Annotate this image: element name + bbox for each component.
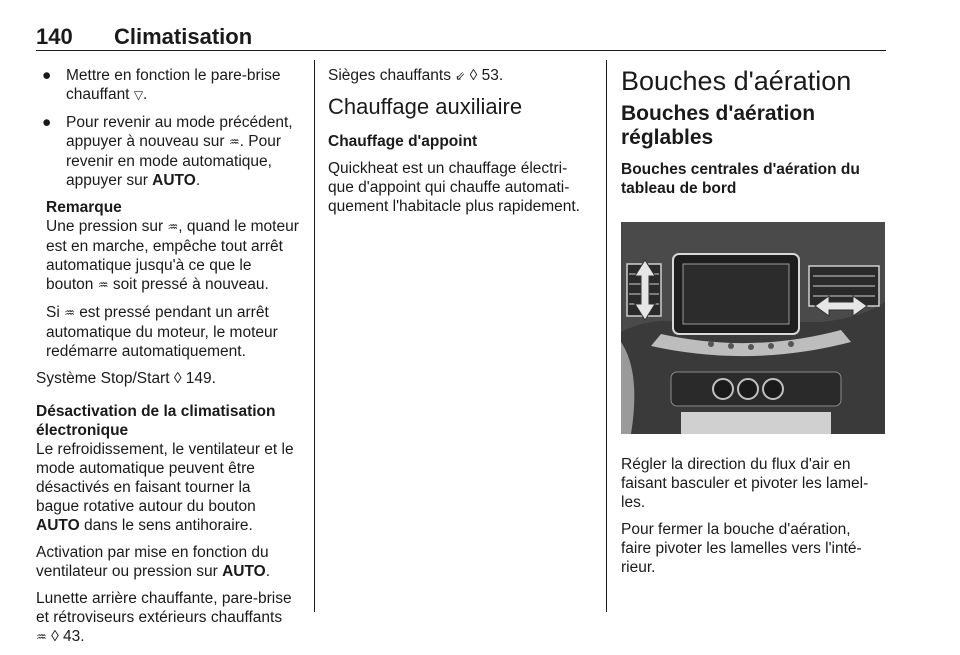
text-line: Mettre en fonction le pare-brise [66, 67, 281, 84]
bullet-item [36, 66, 304, 105]
rear-defrost-icon: ♒ [36, 630, 47, 644]
paragraph: Le refroidissement, le ventilateur et le mode automatique peuvent être désactivés en faisant tourner la bague rotative autour du bouton AUTO dans le sens antihoraire. [36, 441, 294, 534]
text-line: chauffant ▽. [66, 86, 148, 103]
max-defrost-icon: ♒ [64, 306, 75, 320]
chapter-title: Climatisation [114, 24, 253, 49]
text-line: bouton ♒ soit pressé à nouveau. [46, 276, 269, 293]
windscreen-heat-icon: ▽ [133, 88, 144, 102]
column-3 [621, 66, 886, 585]
cross-reference: Système Stop/Start ◊ 149. [36, 370, 216, 387]
paragraph: Lunette arrière chauffante, pare-brise et rétroviseurs extérieurs chauffants ♒ ◊ 43. [36, 590, 292, 645]
column-1 [36, 66, 304, 655]
text-line: Une pression sur ♒, quand le moteur [46, 218, 299, 235]
header-rule [36, 50, 886, 51]
section-heading: Chauffage auxiliaire [328, 94, 523, 119]
section-heading: Désactivation de la climatisation [36, 403, 276, 420]
text-line: Si ♒ est pressé pendant un arrêt [46, 304, 269, 321]
section-heading: Bouches d'aération réglables [621, 102, 816, 149]
text-line: est en marche, empêche tout arrêt [46, 238, 283, 255]
column-divider-1 [314, 60, 315, 612]
max-defrost-icon: ♒ [228, 135, 240, 149]
seat-heat-icon: ⇙ [455, 69, 466, 83]
paragraph: Activation par mise en fonction du ventilateur ou pression sur AUTO. [36, 544, 271, 580]
note-title: Remarque [46, 199, 122, 216]
text-line: automatique jusqu'à ce que le [46, 257, 252, 274]
text-line: redémarre automatiquement. [46, 343, 246, 360]
subsection-heading: Bouches centrales d'aération du tableau de bord [621, 161, 860, 197]
text-line: revenir en mode automatique, [66, 153, 272, 170]
column-divider-2 [606, 60, 607, 612]
bullet-dot: ● [42, 67, 52, 84]
text-line: appuyer à nouveau sur ♒. Pour [66, 133, 281, 150]
main-heading: Bouches d'aération [621, 66, 852, 96]
column-2 [328, 66, 594, 224]
bullet-dot: ● [42, 114, 52, 131]
section-heading: électronique [36, 422, 129, 439]
page-number: 140 [36, 24, 73, 49]
max-defrost-icon: ♒ [167, 220, 179, 234]
cross-reference: Sièges chauffants ⇙ ◊ 53. [328, 67, 504, 84]
max-defrost-icon: ♒ [97, 278, 109, 292]
note-continued [36, 303, 304, 361]
paragraph: Pour fermer la bouche d'aération, faire pivoter les lamelles vers l'inté- rieur. [621, 521, 862, 576]
paragraph: Quickheat est un chauffage électri- que d'appoint qui chauffe automati- quement l'habitacle plus rapidement. [328, 160, 580, 215]
bullet-item [36, 113, 304, 190]
text-line: appuyer sur AUTO. [66, 172, 201, 189]
paragraph: Régler la direction du flux d'air en faisant basculer et pivoter les lamel- les. [621, 456, 869, 511]
text-line: automatique du moteur, le moteur [46, 324, 278, 341]
dashboard-vents-illustration [621, 222, 885, 434]
subsection-heading: Chauffage d'appoint [328, 133, 478, 150]
text-line: Pour revenir au mode précédent, [66, 114, 293, 131]
note [36, 198, 304, 295]
